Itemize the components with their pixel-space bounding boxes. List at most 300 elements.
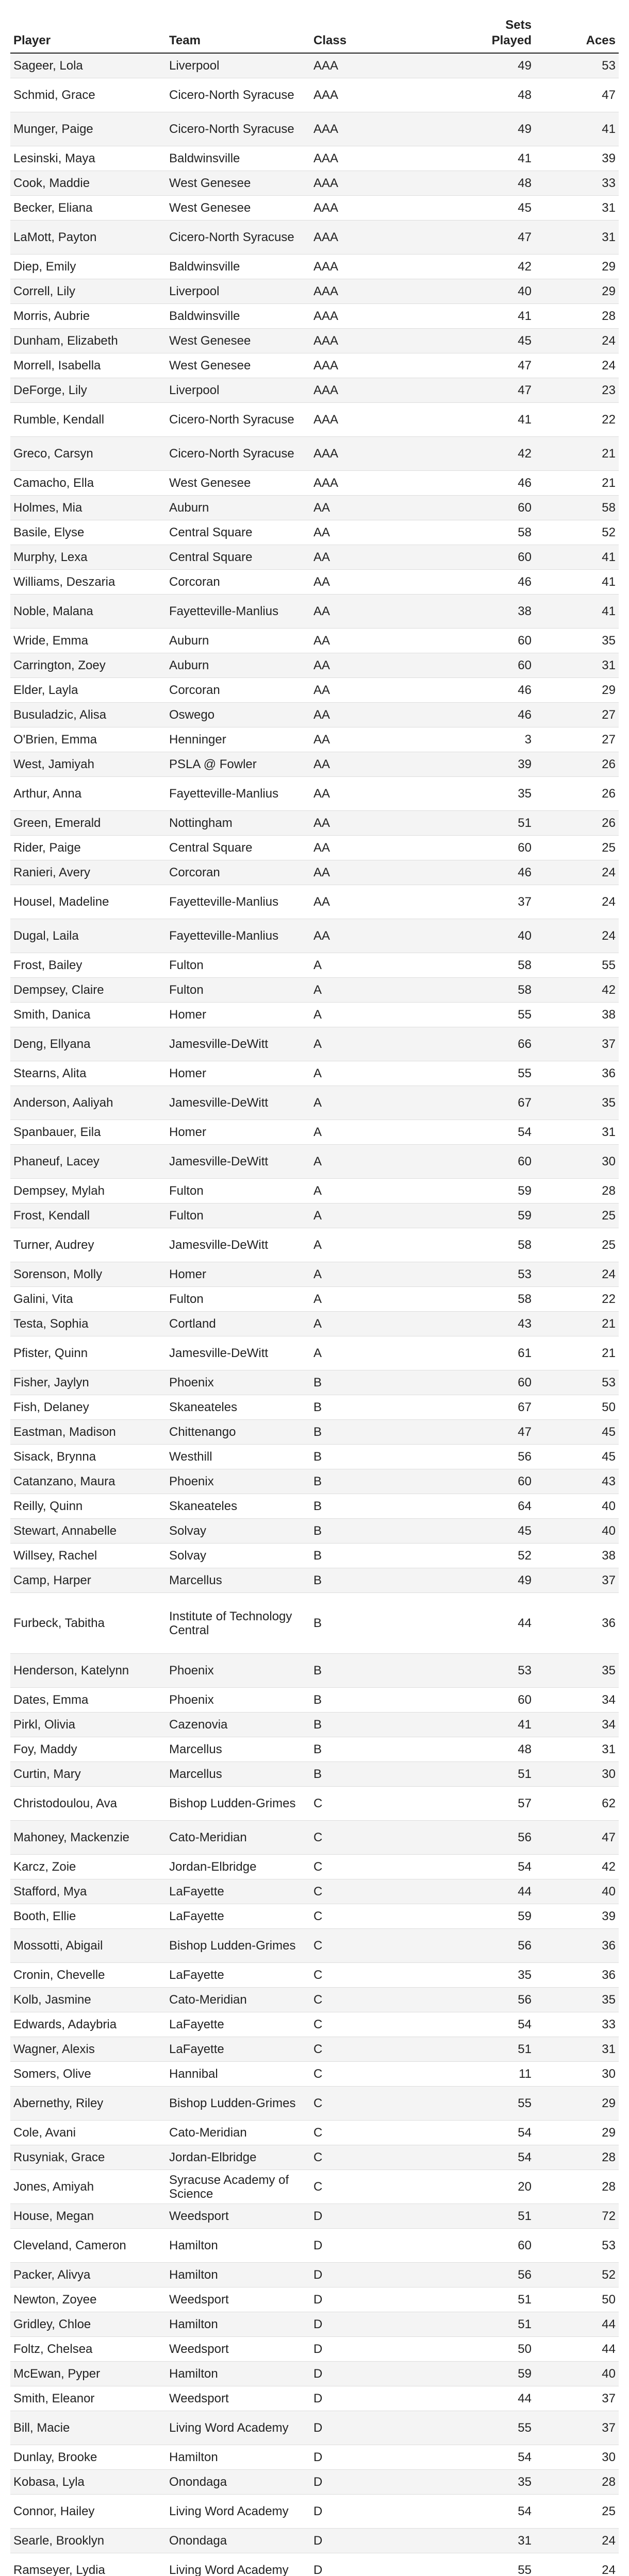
cell-team: Hamilton bbox=[166, 2445, 310, 2470]
cell-team: Jordan-Elbridge bbox=[166, 1855, 310, 1879]
cell-player: Stewart, Annabelle bbox=[10, 1519, 166, 1544]
cell-sets-played: 54 bbox=[465, 2445, 535, 2470]
table-row bbox=[10, 1821, 619, 1855]
cell-sets-played: 58 bbox=[465, 978, 535, 1003]
cell-aces: 26 bbox=[535, 752, 619, 777]
cell-sets-played: 60 bbox=[465, 653, 535, 678]
table-row bbox=[10, 2229, 619, 2263]
table-row bbox=[10, 885, 619, 919]
cell-player: Arthur, Anna bbox=[10, 777, 166, 811]
cell-player: Camacho, Ella bbox=[10, 471, 166, 496]
cell-sets-played: 53 bbox=[465, 1654, 535, 1688]
cell-player: Spanbauer, Eila bbox=[10, 1120, 166, 1145]
cell-team: Solvay bbox=[166, 1519, 310, 1544]
cell-player: Green, Emerald bbox=[10, 811, 166, 836]
cell-player: Greco, Carsyn bbox=[10, 437, 166, 471]
table-row bbox=[10, 255, 619, 279]
table-row bbox=[10, 1963, 619, 1988]
cell-class: D bbox=[310, 2263, 465, 2287]
cell-player: Sisack, Brynna bbox=[10, 1445, 166, 1469]
cell-sets-played: 60 bbox=[465, 2229, 535, 2263]
table-row bbox=[10, 2263, 619, 2287]
cell-team: Phoenix bbox=[166, 1654, 310, 1688]
cell-player: Dugal, Laila bbox=[10, 919, 166, 953]
cell-aces: 62 bbox=[535, 1787, 619, 1821]
cell-player: Mossotti, Abigail bbox=[10, 1929, 166, 1963]
cell-player: Anderson, Aaliyah bbox=[10, 1086, 166, 1120]
cell-sets-played: 35 bbox=[465, 1963, 535, 1988]
cell-aces: 21 bbox=[535, 1336, 619, 1370]
cell-player: Morrell, Isabella bbox=[10, 353, 166, 378]
cell-aces: 33 bbox=[535, 2012, 619, 2037]
cell-player: Reilly, Quinn bbox=[10, 1494, 166, 1519]
cell-sets-played: 55 bbox=[465, 1061, 535, 1086]
cell-player: Searle, Brooklyn bbox=[10, 2529, 166, 2553]
cell-player: Pfister, Quinn bbox=[10, 1336, 166, 1370]
cell-sets-played: 54 bbox=[465, 2121, 535, 2145]
cell-class: D bbox=[310, 2553, 465, 2576]
cell-aces: 27 bbox=[535, 727, 619, 752]
cell-team: Jamesville-DeWitt bbox=[166, 1228, 310, 1262]
cell-team: Baldwinsville bbox=[166, 304, 310, 329]
cell-aces: 27 bbox=[535, 703, 619, 727]
cell-aces: 40 bbox=[535, 2362, 619, 2386]
cell-team: Cazenovia bbox=[166, 1713, 310, 1737]
cell-class: D bbox=[310, 2229, 465, 2263]
cell-class: AAA bbox=[310, 403, 465, 437]
cell-player: Smith, Eleanor bbox=[10, 2386, 166, 2411]
cell-player: Henderson, Katelynn bbox=[10, 1654, 166, 1688]
cell-class: C bbox=[310, 2037, 465, 2062]
cell-class: B bbox=[310, 1568, 465, 1593]
cell-class: D bbox=[310, 2337, 465, 2362]
table-row bbox=[10, 378, 619, 403]
cell-sets-played: 45 bbox=[465, 1519, 535, 1544]
cell-team: Syracuse Academy of Science bbox=[166, 2170, 310, 2204]
cell-sets-played: 49 bbox=[465, 112, 535, 146]
table-row bbox=[10, 1287, 619, 1312]
cell-sets-played: 60 bbox=[465, 629, 535, 653]
table-row bbox=[10, 2170, 619, 2204]
cell-player: Sageer, Lola bbox=[10, 53, 166, 78]
cell-aces: 45 bbox=[535, 1445, 619, 1469]
cell-class: B bbox=[310, 1445, 465, 1469]
cell-player: Ranieri, Avery bbox=[10, 860, 166, 885]
cell-sets-played: 59 bbox=[465, 1904, 535, 1929]
cell-aces: 31 bbox=[535, 221, 619, 255]
cell-sets-played: 46 bbox=[465, 860, 535, 885]
cell-class: D bbox=[310, 2470, 465, 2495]
table-row bbox=[10, 437, 619, 471]
cell-player: Housel, Madeline bbox=[10, 885, 166, 919]
cell-sets-played: 54 bbox=[465, 2495, 535, 2529]
cell-player: Somers, Olive bbox=[10, 2062, 166, 2087]
table-row bbox=[10, 1179, 619, 1204]
cell-player: Curtin, Mary bbox=[10, 1762, 166, 1787]
cell-player: Turner, Audrey bbox=[10, 1228, 166, 1262]
cell-aces: 52 bbox=[535, 2263, 619, 2287]
cell-class: B bbox=[310, 1762, 465, 1787]
cell-team: Homer bbox=[166, 1061, 310, 1086]
cell-sets-played: 41 bbox=[465, 304, 535, 329]
cell-sets-played: 60 bbox=[465, 1469, 535, 1494]
cell-team: Fayetteville-Manlius bbox=[166, 919, 310, 953]
cell-team: Cicero-North Syracuse bbox=[166, 112, 310, 146]
cell-team: LaFayette bbox=[166, 2037, 310, 2062]
cell-class: B bbox=[310, 1370, 465, 1395]
cell-class: A bbox=[310, 1086, 465, 1120]
cell-team: Skaneateles bbox=[166, 1395, 310, 1420]
cell-aces: 22 bbox=[535, 403, 619, 437]
cell-sets-played: 54 bbox=[465, 2012, 535, 2037]
table-row bbox=[10, 1312, 619, 1336]
cell-player: West, Jamiyah bbox=[10, 752, 166, 777]
header-aces[interactable]: Aces bbox=[535, 15, 619, 53]
cell-class: C bbox=[310, 2145, 465, 2170]
cell-sets-played: 47 bbox=[465, 353, 535, 378]
table-row bbox=[10, 1445, 619, 1469]
table-row bbox=[10, 1593, 619, 1654]
cell-player: Booth, Ellie bbox=[10, 1904, 166, 1929]
cell-team: Onondaga bbox=[166, 2470, 310, 2495]
table-row bbox=[10, 1787, 619, 1821]
cell-aces: 41 bbox=[535, 545, 619, 570]
cell-class: B bbox=[310, 1737, 465, 1762]
cell-team: Oswego bbox=[166, 703, 310, 727]
cell-aces: 47 bbox=[535, 1821, 619, 1855]
cell-player: Schmid, Grace bbox=[10, 78, 166, 112]
cell-team: Fulton bbox=[166, 1179, 310, 1204]
cell-player: Dunham, Elizabeth bbox=[10, 329, 166, 353]
cell-sets-played: 39 bbox=[465, 752, 535, 777]
cell-sets-played: 41 bbox=[465, 1713, 535, 1737]
cell-aces: 42 bbox=[535, 1855, 619, 1879]
cell-team: Phoenix bbox=[166, 1688, 310, 1713]
header-sets-played[interactable]: Sets Played bbox=[465, 15, 535, 53]
cell-sets-played: 53 bbox=[465, 1262, 535, 1287]
cell-aces: 40 bbox=[535, 1879, 619, 1904]
table-row bbox=[10, 1395, 619, 1420]
cell-sets-played: 50 bbox=[465, 2337, 535, 2362]
cell-team: LaFayette bbox=[166, 1904, 310, 1929]
cell-sets-played: 66 bbox=[465, 1027, 535, 1061]
cell-team: Phoenix bbox=[166, 1370, 310, 1395]
cell-aces: 36 bbox=[535, 1061, 619, 1086]
table-row bbox=[10, 146, 619, 171]
table-row bbox=[10, 2087, 619, 2121]
table-row bbox=[10, 2362, 619, 2386]
cell-aces: 52 bbox=[535, 520, 619, 545]
cell-class: B bbox=[310, 1469, 465, 1494]
cell-class: D bbox=[310, 2529, 465, 2553]
cell-class: A bbox=[310, 1145, 465, 1179]
cell-class: D bbox=[310, 2204, 465, 2229]
table-row bbox=[10, 1086, 619, 1120]
cell-team: Fulton bbox=[166, 1204, 310, 1228]
cell-aces: 24 bbox=[535, 2553, 619, 2576]
cell-team: Fayetteville-Manlius bbox=[166, 595, 310, 629]
cell-class: D bbox=[310, 2386, 465, 2411]
cell-aces: 28 bbox=[535, 2170, 619, 2204]
cell-class: B bbox=[310, 1420, 465, 1445]
cell-player: Christodoulou, Ava bbox=[10, 1787, 166, 1821]
table-row bbox=[10, 1568, 619, 1593]
table-row bbox=[10, 777, 619, 811]
cell-class: AA bbox=[310, 777, 465, 811]
cell-team: Baldwinsville bbox=[166, 146, 310, 171]
cell-aces: 37 bbox=[535, 2411, 619, 2445]
table-row bbox=[10, 2062, 619, 2087]
table-row bbox=[10, 304, 619, 329]
cell-class: AA bbox=[310, 570, 465, 595]
cell-sets-played: 54 bbox=[465, 2145, 535, 2170]
cell-team: Jamesville-DeWitt bbox=[166, 1086, 310, 1120]
cell-aces: 30 bbox=[535, 1145, 619, 1179]
cell-team: Weedsport bbox=[166, 2386, 310, 2411]
cell-player: Newton, Zoyee bbox=[10, 2287, 166, 2312]
cell-team: PSLA @ Fowler bbox=[166, 752, 310, 777]
cell-aces: 53 bbox=[535, 1370, 619, 1395]
cell-player: Cook, Maddie bbox=[10, 171, 166, 196]
cell-aces: 22 bbox=[535, 1287, 619, 1312]
cell-sets-played: 40 bbox=[465, 279, 535, 304]
cell-team: Onondaga bbox=[166, 2529, 310, 2553]
cell-player: Foy, Maddy bbox=[10, 1737, 166, 1762]
cell-class: A bbox=[310, 1336, 465, 1370]
stats-table bbox=[10, 15, 619, 2576]
cell-team: Bishop Ludden-Grimes bbox=[166, 1929, 310, 1963]
cell-sets-played: 43 bbox=[465, 1312, 535, 1336]
cell-team: Jordan-Elbridge bbox=[166, 2145, 310, 2170]
cell-class: AAA bbox=[310, 329, 465, 353]
table-row bbox=[10, 2553, 619, 2576]
table-row bbox=[10, 2386, 619, 2411]
cell-player: Frost, Kendall bbox=[10, 1204, 166, 1228]
cell-class: C bbox=[310, 2170, 465, 2204]
table-row bbox=[10, 1336, 619, 1370]
cell-class: B bbox=[310, 1688, 465, 1713]
cell-aces: 21 bbox=[535, 1312, 619, 1336]
cell-team: Marcellus bbox=[166, 1762, 310, 1787]
cell-aces: 45 bbox=[535, 1420, 619, 1445]
cell-class: AAA bbox=[310, 196, 465, 221]
table-row bbox=[10, 2411, 619, 2445]
cell-aces: 25 bbox=[535, 836, 619, 860]
table-row bbox=[10, 703, 619, 727]
cell-aces: 26 bbox=[535, 811, 619, 836]
cell-player: Mahoney, Mackenzie bbox=[10, 1821, 166, 1855]
cell-player: Jones, Amiyah bbox=[10, 2170, 166, 2204]
cell-class: B bbox=[310, 1713, 465, 1737]
cell-class: AA bbox=[310, 752, 465, 777]
cell-class: AA bbox=[310, 653, 465, 678]
table-row bbox=[10, 2204, 619, 2229]
cell-player: Phaneuf, Lacey bbox=[10, 1145, 166, 1179]
cell-player: Testa, Sophia bbox=[10, 1312, 166, 1336]
cell-class: A bbox=[310, 1228, 465, 1262]
cell-class: A bbox=[310, 1003, 465, 1027]
cell-sets-played: 56 bbox=[465, 1988, 535, 2012]
header-row bbox=[10, 15, 619, 53]
cell-class: AA bbox=[310, 496, 465, 520]
cell-class: B bbox=[310, 1544, 465, 1568]
cell-aces: 31 bbox=[535, 196, 619, 221]
cell-sets-played: 48 bbox=[465, 1737, 535, 1762]
cell-class: C bbox=[310, 1787, 465, 1821]
table-row bbox=[10, 1713, 619, 1737]
cell-player: Dempsey, Claire bbox=[10, 978, 166, 1003]
table-row bbox=[10, 1879, 619, 1904]
cell-sets-played: 44 bbox=[465, 1879, 535, 1904]
cell-sets-played: 60 bbox=[465, 496, 535, 520]
cell-sets-played: 42 bbox=[465, 437, 535, 471]
cell-player: Catanzano, Maura bbox=[10, 1469, 166, 1494]
table-row bbox=[10, 2470, 619, 2495]
cell-aces: 50 bbox=[535, 2287, 619, 2312]
cell-sets-played: 57 bbox=[465, 1787, 535, 1821]
cell-aces: 24 bbox=[535, 329, 619, 353]
cell-class: A bbox=[310, 1120, 465, 1145]
table-row bbox=[10, 595, 619, 629]
cell-team: Hamilton bbox=[166, 2312, 310, 2337]
cell-sets-played: 20 bbox=[465, 2170, 535, 2204]
cell-sets-played: 67 bbox=[465, 1395, 535, 1420]
cell-aces: 53 bbox=[535, 2229, 619, 2263]
cell-aces: 43 bbox=[535, 1469, 619, 1494]
cell-player: Murphy, Lexa bbox=[10, 545, 166, 570]
cell-aces: 31 bbox=[535, 1737, 619, 1762]
cell-sets-played: 46 bbox=[465, 678, 535, 703]
header-class[interactable]: Class bbox=[310, 15, 465, 53]
cell-team: Phoenix bbox=[166, 1469, 310, 1494]
cell-player: Galini, Vita bbox=[10, 1287, 166, 1312]
cell-player: O'Brien, Emma bbox=[10, 727, 166, 752]
cell-sets-played: 56 bbox=[465, 1445, 535, 1469]
cell-class: C bbox=[310, 2121, 465, 2145]
table-row bbox=[10, 1654, 619, 1688]
cell-class: AAA bbox=[310, 221, 465, 255]
table-row bbox=[10, 1929, 619, 1963]
table-row bbox=[10, 221, 619, 255]
cell-sets-played: 58 bbox=[465, 1228, 535, 1262]
cell-class: B bbox=[310, 1494, 465, 1519]
cell-class: AA bbox=[310, 520, 465, 545]
cell-aces: 44 bbox=[535, 2312, 619, 2337]
cell-player: Busuladzic, Alisa bbox=[10, 703, 166, 727]
cell-class: AA bbox=[310, 595, 465, 629]
cell-aces: 23 bbox=[535, 378, 619, 403]
cell-team: Hamilton bbox=[166, 2362, 310, 2386]
table-row bbox=[10, 1904, 619, 1929]
cell-class: AAA bbox=[310, 437, 465, 471]
cell-player: McEwan, Pyper bbox=[10, 2362, 166, 2386]
table-row bbox=[10, 1370, 619, 1395]
table-row bbox=[10, 2121, 619, 2145]
table-row bbox=[10, 978, 619, 1003]
cell-aces: 24 bbox=[535, 860, 619, 885]
table-row bbox=[10, 2012, 619, 2037]
cell-aces: 30 bbox=[535, 1762, 619, 1787]
table-row bbox=[10, 1003, 619, 1027]
cell-player: Diep, Emily bbox=[10, 255, 166, 279]
cell-team: West Genesee bbox=[166, 171, 310, 196]
cell-player: Rusyniak, Grace bbox=[10, 2145, 166, 2170]
cell-sets-played: 54 bbox=[465, 1120, 535, 1145]
cell-team: West Genesee bbox=[166, 329, 310, 353]
cell-class: AA bbox=[310, 885, 465, 919]
cell-class: AAA bbox=[310, 353, 465, 378]
table-body bbox=[10, 53, 619, 2576]
cell-class: AA bbox=[310, 703, 465, 727]
header-team[interactable]: Team bbox=[166, 15, 310, 53]
cell-aces: 33 bbox=[535, 171, 619, 196]
cell-team: Homer bbox=[166, 1003, 310, 1027]
cell-team: Bishop Ludden-Grimes bbox=[166, 1787, 310, 1821]
cell-class: C bbox=[310, 1821, 465, 1855]
table-row bbox=[10, 353, 619, 378]
cell-class: B bbox=[310, 1519, 465, 1544]
cell-team: Cicero-North Syracuse bbox=[166, 437, 310, 471]
cell-player: Sorenson, Molly bbox=[10, 1262, 166, 1287]
table-row bbox=[10, 471, 619, 496]
cell-sets-played: 56 bbox=[465, 1821, 535, 1855]
cell-sets-played: 31 bbox=[465, 2529, 535, 2553]
table-row bbox=[10, 2037, 619, 2062]
cell-team: Fulton bbox=[166, 1287, 310, 1312]
cell-class: C bbox=[310, 2012, 465, 2037]
table-row bbox=[10, 545, 619, 570]
cell-class: AAA bbox=[310, 112, 465, 146]
cell-team: Liverpool bbox=[166, 279, 310, 304]
cell-sets-played: 49 bbox=[465, 53, 535, 78]
cell-player: Rumble, Kendall bbox=[10, 403, 166, 437]
table-row bbox=[10, 1544, 619, 1568]
cell-team: Central Square bbox=[166, 545, 310, 570]
cell-class: C bbox=[310, 1904, 465, 1929]
cell-aces: 30 bbox=[535, 2062, 619, 2087]
cell-team: Corcoran bbox=[166, 860, 310, 885]
cell-player: Karcz, Zoie bbox=[10, 1855, 166, 1879]
header-player[interactable]: Player bbox=[10, 15, 166, 53]
cell-sets-played: 37 bbox=[465, 885, 535, 919]
cell-aces: 28 bbox=[535, 2145, 619, 2170]
cell-sets-played: 38 bbox=[465, 595, 535, 629]
cell-sets-played: 35 bbox=[465, 777, 535, 811]
cell-player: Connor, Hailey bbox=[10, 2495, 166, 2529]
cell-class: B bbox=[310, 1395, 465, 1420]
cell-sets-played: 47 bbox=[465, 1420, 535, 1445]
table-row bbox=[10, 1519, 619, 1544]
table-row bbox=[10, 53, 619, 78]
cell-class: D bbox=[310, 2362, 465, 2386]
cell-aces: 41 bbox=[535, 570, 619, 595]
table-row bbox=[10, 811, 619, 836]
table-row bbox=[10, 570, 619, 595]
table-row bbox=[10, 1855, 619, 1879]
cell-class: AA bbox=[310, 811, 465, 836]
cell-team: Auburn bbox=[166, 653, 310, 678]
cell-class: A bbox=[310, 1027, 465, 1061]
table-row bbox=[10, 919, 619, 953]
cell-team: Fayetteville-Manlius bbox=[166, 777, 310, 811]
cell-team: Liverpool bbox=[166, 378, 310, 403]
cell-sets-played: 59 bbox=[465, 1204, 535, 1228]
cell-team: Weedsport bbox=[166, 2204, 310, 2229]
cell-aces: 40 bbox=[535, 1519, 619, 1544]
cell-aces: 37 bbox=[535, 1568, 619, 1593]
table-row bbox=[10, 1120, 619, 1145]
cell-aces: 58 bbox=[535, 496, 619, 520]
